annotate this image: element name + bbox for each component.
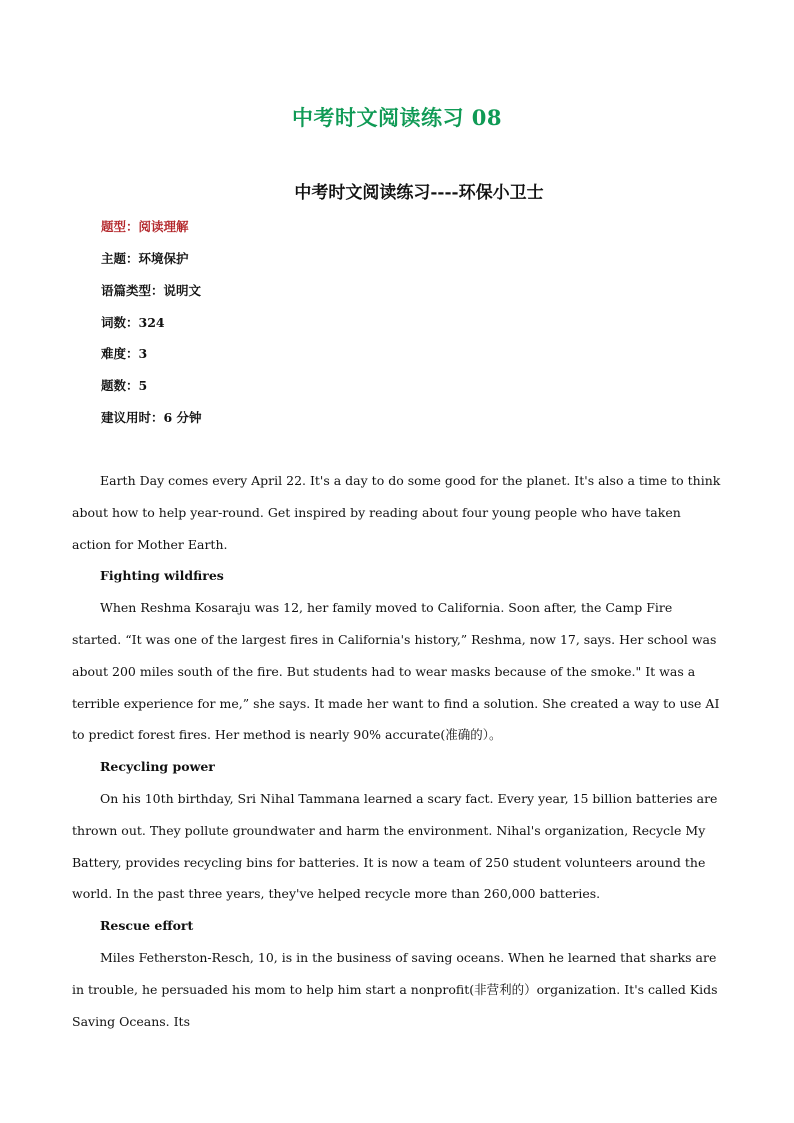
article-body [72,465,722,1037]
meta-genre: 语篇类型：说明文 [101,283,202,298]
paragraph-recycling: On his 10th birthday, Sri Nihal Tammana learned a scary fact. Every year, 15 billion batteries are thrown out. They pollute groundwater and harm the environment. Nihal's organization, Recycle My Battery, provides recycling bins for batteries. It is now a team of 250 student volunteers around the world. In the past three years, they've helped recycle more than 260,000 batteries. [72,790,718,902]
meta-word-count: 词数：324 [101,315,165,330]
main-title: 中考时文阅读练习 08 [291,105,503,130]
meta-suggested-time: 建议用时：6 分钟 [101,410,202,425]
paragraph-rescue: Miles Fetherston-Resch, 10, is in the business of saving oceans. When he learned that sharks are in trouble, he persuaded his mom to help him start a nonprofit(非营利的）organization. It's called Kids Saving Oceans. Its [72,949,718,1029]
paragraph-intro: Earth Day comes every April 22. It's a day to do some good for the planet. It's also a time to think about how to help year-round. Get inspired by reading about four young people who have taken action for Mother Earth. [72,473,721,552]
section-heading: Recycling power [100,759,215,775]
meta-difficulty: 难度：3 [101,346,148,361]
sub-title: 中考时文阅读练习----环保小卫士 [294,183,544,203]
meta-question-type: 题型：阅读理解 [101,219,189,234]
section-heading: Fighting wildfires [100,568,224,584]
section-heading: Rescue effort [100,918,194,934]
paragraph-wildfires: When Reshma Kosaraju was 12, her family moved to California. Soon after, the Camp Fire started. “It was one of the largest fires in California's history,” Reshma, now 17, says. Her school was about 200 miles south of the fire. But students had to wear masks because of the smoke." It was a terrible experience for me,” she says. It made her want to find a solution. She created a way to use AI to predict forest fires. Her method is nearly 90% accurate(准确的）。 [72,600,720,743]
meta-question-count: 题数：5 [101,378,148,393]
meta-topic: 主题：环境保护 [101,251,189,266]
